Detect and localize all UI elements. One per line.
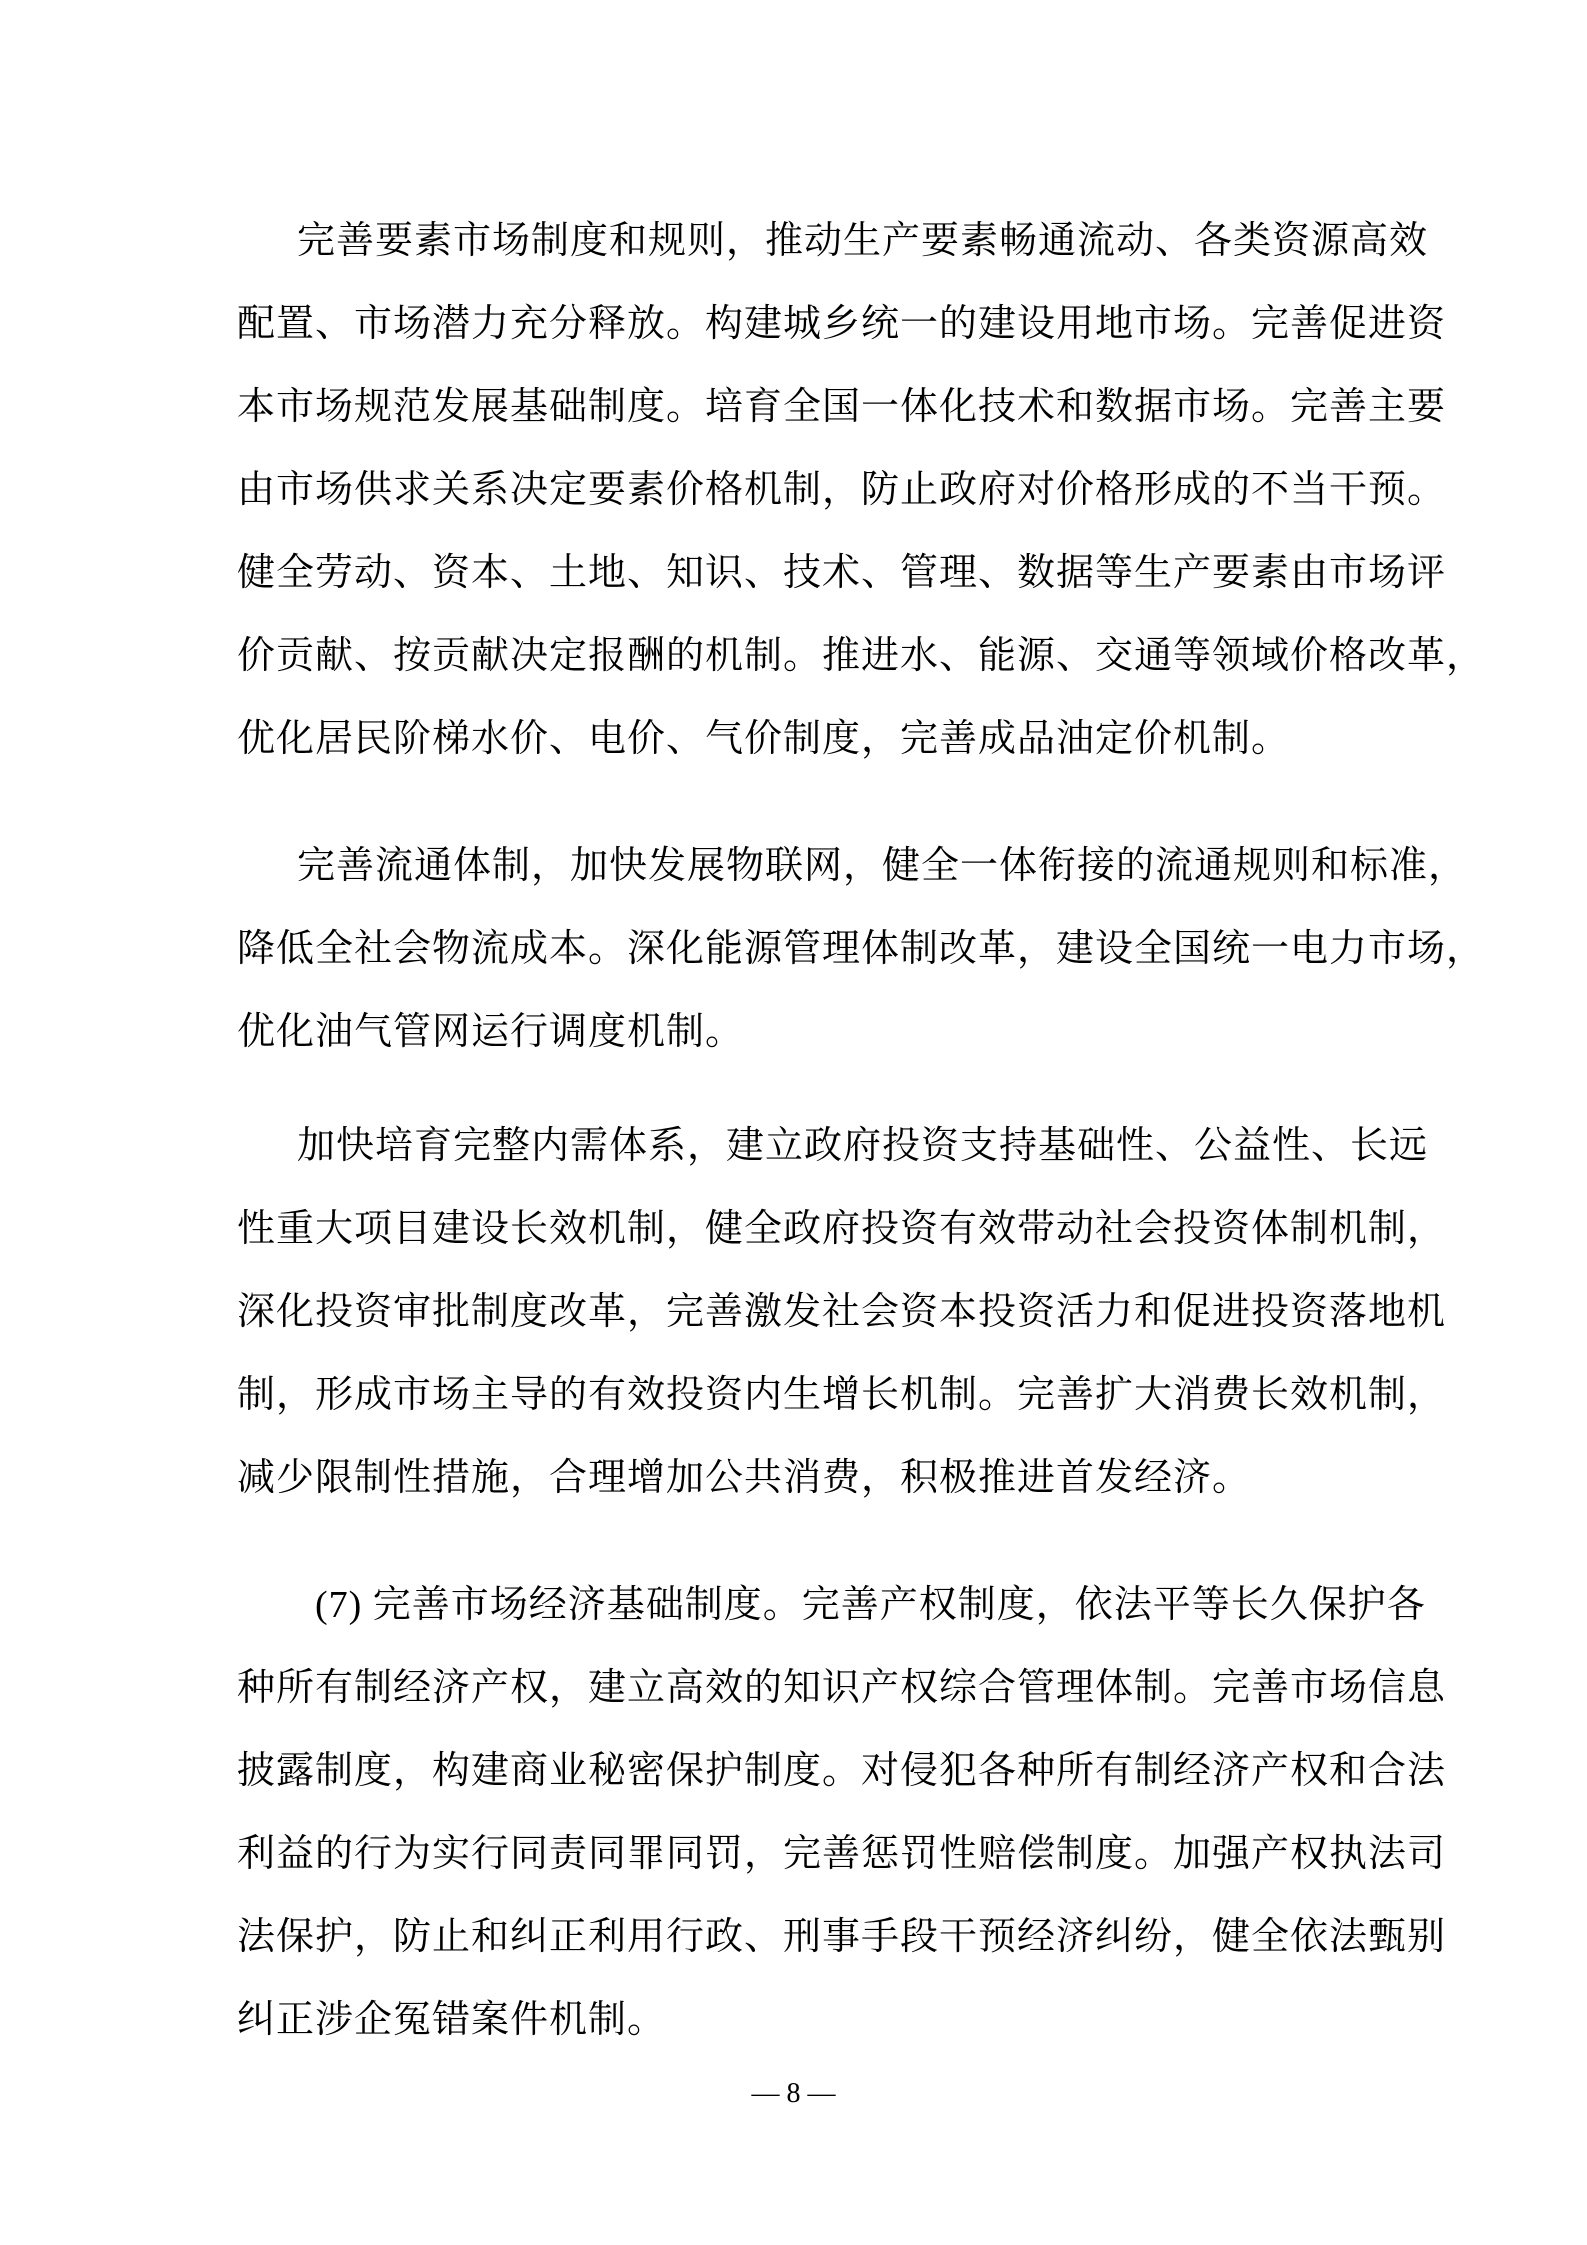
text-line: 本市场规范发展基础制度。培育全国一体化技术和数据市场。完善主要: [237, 386, 1447, 428]
text-line: 减少限制性措施，合理增加公共消费，积极推进首发经济。: [237, 1457, 1252, 1499]
text-line: 配置、市场潜力充分释放。构建城乡统一的建设用地市场。完善促进资: [237, 303, 1447, 345]
text-line: 制，形成市场主导的有效投资内生增长机制。完善扩大消费长效机制，: [237, 1374, 1447, 1416]
paragraph-2: [237, 825, 1486, 1074]
paragraph-4-item-7: [237, 1564, 1447, 2062]
text-line: 纠正涉企冤错案件机制。: [237, 1999, 667, 2041]
text-line: 完善流通体制，加快发展物联网，健全一体衔接的流通规则和标准，: [297, 845, 1468, 887]
text-line: 利益的行为实行同责同罪同罚，完善惩罚性赔偿制度。加强产权执法司: [237, 1833, 1447, 1875]
text-line: 健全劳动、资本、土地、知识、技术、管理、数据等生产要素由市场评: [237, 552, 1447, 594]
text-line: 深化投资审批制度改革，完善激发社会资本投资活力和促进投资落地机: [237, 1291, 1447, 1333]
text-line: 种所有制经济产权，建立高效的知识产权综合管理体制。完善市场信息: [237, 1667, 1447, 1709]
text-line: (7) 完善市场经济基础制度。完善产权制度，依法平等长久保护各: [315, 1584, 1426, 1626]
text-line: 加快培育完整内需体系，建立政府投资支持基础性、公益性、长远: [297, 1125, 1429, 1167]
paragraph-1: [237, 200, 1486, 781]
text-line: 法保护，防止和纠正利用行政、刑事手段干预经济纠纷，健全依法甄别: [237, 1916, 1447, 1958]
text-line: 价贡献、按贡献决定报酬的机制。推进水、能源、交通等领域价格改革，: [237, 635, 1486, 677]
text-line: 完善要素市场制度和规则，推动生产要素畅通流动、各类资源高效: [297, 220, 1429, 262]
page-number: — 8 —: [751, 2078, 836, 2109]
paragraph-3: [237, 1105, 1447, 1520]
text-line: 由市场供求关系决定要素价格机制，防止政府对价格形成的不当干预。: [237, 469, 1447, 511]
text-line: 披露制度，构建商业秘密保护制度。对侵犯各种所有制经济产权和合法: [237, 1750, 1447, 1792]
text-line: 降低全社会物流成本。深化能源管理体制改革，建设全国统一电力市场，: [237, 928, 1486, 970]
text-line: 性重大项目建设长效机制，健全政府投资有效带动社会投资体制机制，: [237, 1208, 1447, 1250]
text-line: 优化居民阶梯水价、电价、气价制度，完善成品油定价机制。: [237, 718, 1291, 760]
document-body: [237, 200, 1486, 2062]
text-line: 优化油气管网运行调度机制。: [237, 1011, 745, 1053]
